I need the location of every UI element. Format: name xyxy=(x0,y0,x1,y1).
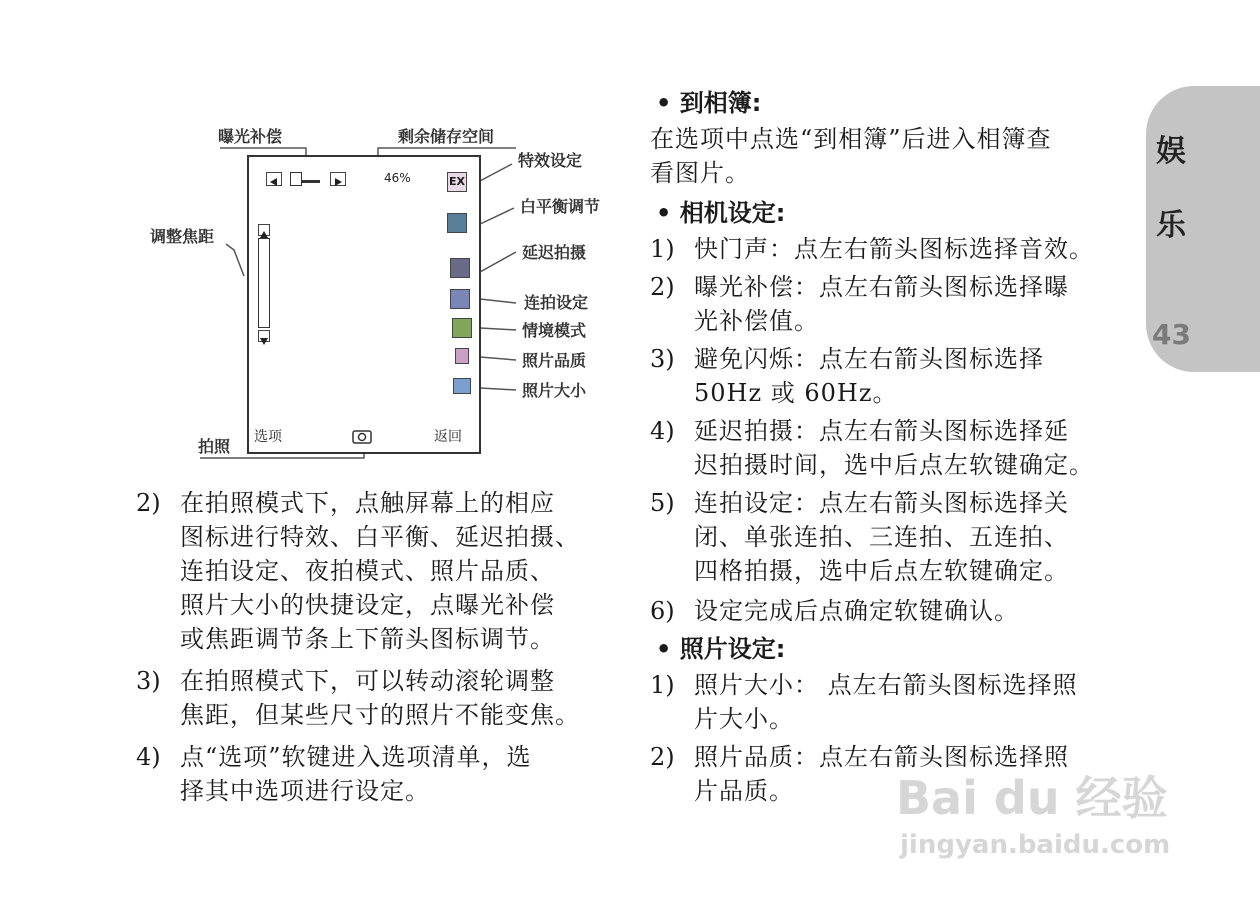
scene-icon[interactable] xyxy=(452,318,472,338)
album-line: 看图片。 xyxy=(650,159,750,187)
photo-item-line: 照片大小： 点左右箭头图标选择照 xyxy=(694,671,1078,699)
camera-icon[interactable] xyxy=(352,428,372,444)
camera-item-line: 曝光补偿：点左右箭头图标选择曝 xyxy=(694,273,1069,301)
camera-item-num: 4) xyxy=(650,417,675,445)
label-effect: 特效设定 xyxy=(518,151,583,170)
left-item-num: 4) xyxy=(136,743,161,771)
left-item-num: 3) xyxy=(136,667,161,695)
label-focus: 调整焦距 xyxy=(150,227,215,246)
photo-item-line: 片品质。 xyxy=(694,777,794,805)
heading-album: • 到相簿: xyxy=(656,89,762,117)
camera-item-line: 四格拍摄，选中后点左软键确定。 xyxy=(694,557,1069,585)
camera-item-line: 光补偿值。 xyxy=(694,307,819,335)
camera-item-num: 1) xyxy=(650,235,675,263)
quality-icon[interactable] xyxy=(455,348,469,364)
watermark-brand: Bai du 经验 xyxy=(896,771,1168,825)
label-delay: 延迟拍摄 xyxy=(522,243,587,262)
label-shoot: 拍照 xyxy=(198,437,231,456)
page-number: 43 xyxy=(1152,318,1191,351)
camera-item-line: 快门声：点左右箭头图标选择音效。 xyxy=(694,235,1094,263)
camera-item-line: 迟拍摄时间，选中后点左软键确定。 xyxy=(694,451,1094,479)
left-item-line: 在拍照模式下，点触屏幕上的相应 xyxy=(180,489,555,517)
label-size: 照片大小 xyxy=(522,381,587,400)
camera-item-num: 6) xyxy=(650,597,675,625)
left-item-line: 择其中选项进行设定。 xyxy=(180,777,430,805)
exposure-right-arrow-icon[interactable] xyxy=(330,172,346,186)
camera-screen xyxy=(247,155,481,454)
heading-camera-settings: • 相机设定: xyxy=(656,199,786,227)
delay-icon[interactable] xyxy=(450,258,470,278)
camera-item-line: 50Hz 或 60Hz。 xyxy=(694,379,898,407)
exposure-scale-icon xyxy=(302,180,320,183)
effect-badge-text: EX xyxy=(449,175,465,188)
camera-item-num: 3) xyxy=(650,345,675,373)
camera-item-line: 闭、单张连拍、三连拍、五连拍、 xyxy=(694,523,1069,551)
left-item-line: 点“选项”软键进入选项清单，选 xyxy=(180,743,532,771)
label-storage: 剩余储存空间 xyxy=(398,127,495,146)
label-burst: 连拍设定 xyxy=(524,293,589,312)
zoom-down-arrow-icon[interactable] xyxy=(258,330,270,342)
camera-item-line: 连拍设定：点左右箭头图标选择关 xyxy=(694,489,1069,517)
label-exposure: 曝光补偿 xyxy=(218,127,283,146)
exposure-indicator-icon xyxy=(290,172,302,186)
heading-photo-settings: • 照片设定: xyxy=(656,635,786,663)
left-item-line: 图标进行特效、白平衡、延迟拍摄、 xyxy=(180,523,580,551)
white-balance-icon[interactable] xyxy=(447,213,467,233)
left-item-line: 焦距，但某些尺寸的照片不能变焦。 xyxy=(180,701,580,729)
back-softkey[interactable]: 返回 xyxy=(434,429,462,445)
camera-item-line: 设定完成后点确定软键确认。 xyxy=(694,597,1019,625)
album-line: 在选项中点选“到相簿”后进入相簿查 xyxy=(650,125,1052,153)
burst-icon[interactable] xyxy=(450,289,470,309)
camera-item-num: 2) xyxy=(650,273,675,301)
chapter-char-2: 乐 xyxy=(1156,208,1186,243)
photo-item-line: 照片品质：点左右箭头图标选择照 xyxy=(694,743,1069,771)
camera-item-line: 避免闪烁：点左右箭头图标选择 xyxy=(694,345,1044,373)
options-softkey[interactable]: 选项 xyxy=(254,429,282,445)
effect-icon[interactable] xyxy=(447,172,467,192)
label-white-balance: 白平衡调节 xyxy=(520,197,601,216)
label-quality: 照片品质 xyxy=(522,351,587,370)
camera-item-line: 延迟拍摄：点左右箭头图标选择延 xyxy=(694,417,1069,445)
left-item-line: 或焦距调节条上下箭头图标调节。 xyxy=(180,625,555,653)
label-scene: 情境模式 xyxy=(522,321,587,340)
exposure-left-arrow-icon[interactable] xyxy=(266,172,282,186)
photo-item-num: 2) xyxy=(650,743,675,771)
left-item-line: 连拍设定、夜拍模式、照片品质、 xyxy=(180,557,555,585)
chapter-char-1: 娱 xyxy=(1156,134,1186,169)
size-icon[interactable] xyxy=(453,378,471,394)
storage-percent: 46% xyxy=(384,171,411,185)
photo-item-num: 1) xyxy=(650,671,675,699)
zoom-slider-track[interactable] xyxy=(258,238,270,328)
camera-item-num: 5) xyxy=(650,489,675,517)
left-item-num: 2) xyxy=(136,489,161,517)
watermark-url: jingyan.baidu.com xyxy=(900,830,1171,860)
left-item-line: 在拍照模式下，可以转动滚轮调整 xyxy=(180,667,555,695)
zoom-up-arrow-icon[interactable] xyxy=(258,224,270,236)
photo-item-line: 片大小。 xyxy=(694,705,794,733)
left-item-line: 照片大小的快捷设定，点曝光补偿 xyxy=(180,591,555,619)
